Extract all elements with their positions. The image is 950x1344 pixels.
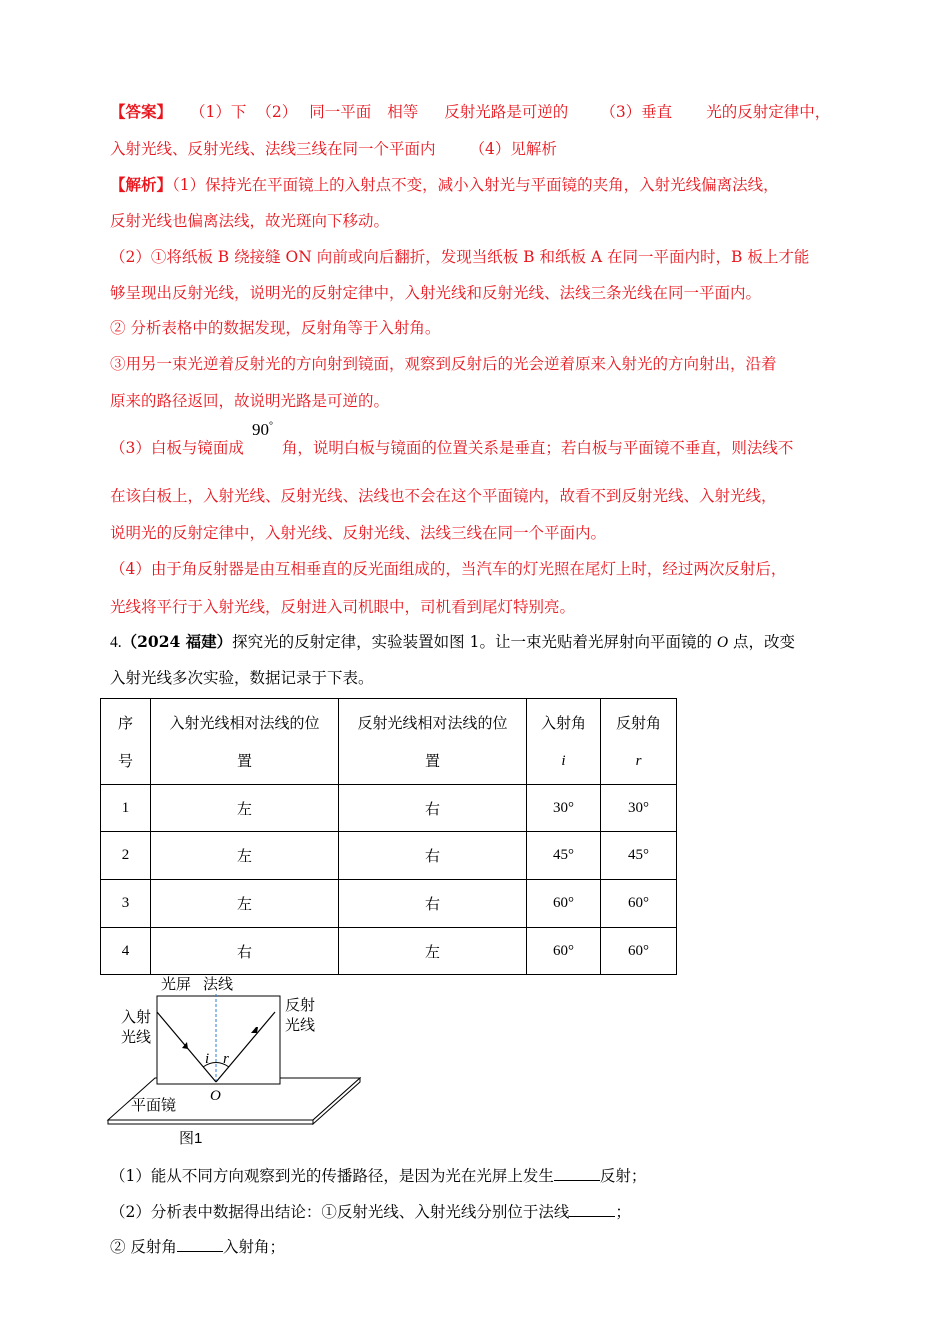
cell-reflect-position: 右 <box>339 785 527 832</box>
table-row <box>101 785 677 832</box>
question-point-o: O <box>716 634 729 651</box>
answer-blank-3[interactable] <box>177 1236 223 1252</box>
answer-blank-1[interactable] <box>554 1165 600 1181</box>
answer-part-4: 相等 <box>387 103 419 121</box>
header-incident-angle <box>527 699 601 785</box>
answer-line2-part-2: （4）见解析 <box>469 140 557 158</box>
subquestion-1 <box>110 1165 646 1186</box>
answer-blank-2[interactable] <box>569 1201 615 1217</box>
label-mirror: 平面镜 <box>131 1097 177 1114</box>
subquestion-1-text-b: 反射； <box>599 1167 647 1185</box>
analysis-line-6: ③用另一束光逆着反射光的方向射到镜面，观察到反射后的光会逆着原来入射光的方向射出，沿着 <box>110 355 777 373</box>
question-source: （2024 福建） <box>121 632 233 651</box>
question-line-1 <box>110 632 795 653</box>
cell-seq: 3 <box>101 880 151 928</box>
cell-reflect-angle: 45° <box>601 832 677 880</box>
subquestion-2-text-b: ； <box>615 1203 631 1221</box>
analysis-line-9: 在该白板上，入射光线、反射光线、法线也不会在这个平面镜内，故看不到反射光线、入射光线， <box>110 487 777 505</box>
question-text-1b: 点，改变 <box>728 633 796 651</box>
analysis-text-1: （1）保持光在平面镜上的入射点不变，减小入射光与平面镜的夹角，入射光线偏离法线， <box>172 176 779 194</box>
light-screen <box>157 996 280 1084</box>
data-table <box>100 698 677 975</box>
header-reflect-angle-symbol: r <box>635 752 642 769</box>
header-reflect-position-line-2: 置 <box>424 751 440 770</box>
cell-seq: 2 <box>101 832 151 880</box>
header-seq <box>101 699 151 785</box>
analysis-line-12: 光线将平行于入射光线，反射进入司机眼中，司机看到尾灯特别亮。 <box>110 598 576 616</box>
analysis-line-1 <box>110 175 779 195</box>
header-incident-position <box>151 699 339 785</box>
header-incident-angle-line-1: 入射角 <box>540 713 586 732</box>
cell-reflect-position: 右 <box>339 880 527 928</box>
table-row <box>101 880 677 928</box>
table-row <box>101 928 677 975</box>
analysis-line-7: 原来的路径返回，故说明光路是可逆的。 <box>110 392 390 410</box>
answer-part-6: （3）垂直 <box>600 103 673 121</box>
subquestion-2 <box>110 1201 631 1222</box>
question-text-1a: 探究光的反射定律，实验装置如图 1。让一束光贴着光屏射向平面镜的 <box>232 633 717 651</box>
cell-seq: 4 <box>101 928 151 975</box>
cell-reflect-angle: 60° <box>601 928 677 975</box>
header-reflect-position <box>339 699 527 785</box>
answer-line2-part-1: 入射光线、反射光线、法线三线在同一个平面内 <box>110 140 436 158</box>
analysis-line-8 <box>110 438 793 458</box>
header-reflect-position-line-1: 反射光线相对法线的位 <box>357 713 508 732</box>
figure-caption: 图1 <box>179 1130 203 1147</box>
table-header-row <box>101 699 677 785</box>
cell-reflect-position: 左 <box>339 928 527 975</box>
answer-part-7: 光的反射定律中， <box>706 103 831 121</box>
analysis-line-11: （4）由于角反射器是由互相垂直的反光面组成的，当汽车的灯光照在尾灯上时，经过两次反射后， <box>110 560 787 578</box>
angle-90-sup: ° <box>269 420 273 432</box>
header-incident-position-line-1: 入射光线相对法线的位 <box>169 713 320 732</box>
subquestion-3-text-a: ② 反射角 <box>110 1238 177 1256</box>
label-incident-2: 光线 <box>121 1029 152 1046</box>
analysis-tag: 【解析】 <box>110 175 173 194</box>
question-line-2: 入射光线多次实验，数据记录于下表。 <box>110 669 374 687</box>
label-incident-1: 入射 <box>121 1009 152 1026</box>
answer-part-3: 同一平面 <box>309 103 372 121</box>
cell-reflect-position: 右 <box>339 832 527 880</box>
analysis-line-3: （2）①将纸板 B 绕接缝 ON 向前或向后翻折，发现当纸板 B 和纸板 A 在同一平面内时，B 板上才能 <box>110 248 810 266</box>
cell-incident-position: 左 <box>151 832 339 880</box>
analysis-line-4: 够呈现出反射光线，说明光的反射定律中，入射光线和反射光线、法线三条光线在同一平面内。 <box>110 284 762 302</box>
cell-incident-angle: 45° <box>527 832 601 880</box>
header-incident-angle-symbol: i <box>561 752 566 769</box>
answer-line-2 <box>110 139 557 159</box>
cell-incident-position: 左 <box>151 785 339 832</box>
label-screen: 光屏 <box>161 976 192 993</box>
analysis-text-8a: （3）白板与镜面成 <box>110 439 244 457</box>
answer-part-5: 反射光路是可逆的 <box>444 103 569 121</box>
cell-incident-angle: 60° <box>527 880 601 928</box>
figure-1-diagram <box>105 972 365 1152</box>
answer-tag: 【答案】 <box>110 102 173 121</box>
label-angle-i: i <box>205 1051 210 1067</box>
cell-incident-position: 右 <box>151 928 339 975</box>
analysis-line-2: 反射光线也偏离法线，故光斑向下移动。 <box>110 212 390 230</box>
cell-seq: 1 <box>101 785 151 832</box>
header-incident-position-line-2: 置 <box>236 751 252 770</box>
header-reflect-angle <box>601 699 677 785</box>
cell-reflect-angle: 30° <box>601 785 677 832</box>
cell-incident-angle: 60° <box>527 928 601 975</box>
label-normal: 法线 <box>203 976 234 993</box>
answer-part-1: （1）下 <box>190 103 247 121</box>
answer-line-1 <box>110 102 830 122</box>
header-seq-line-2: 号 <box>117 751 133 770</box>
subquestion-2-text-a: （2）分析表中数据得出结论：①反射光线、入射光线分别位于法线 <box>110 1203 570 1221</box>
label-point-o: O <box>210 1088 221 1104</box>
analysis-line-10: 说明光的反射定律中，入射光线、反射光线、法线三线在同一个平面内。 <box>110 524 607 542</box>
label-reflect-2: 光线 <box>285 1017 316 1034</box>
label-reflect-1: 反射 <box>285 997 316 1014</box>
subquestion-3 <box>110 1236 285 1257</box>
angle-90-degree <box>252 420 273 440</box>
cell-incident-position: 左 <box>151 880 339 928</box>
cell-reflect-angle: 60° <box>601 880 677 928</box>
angle-90-value: 90 <box>252 420 269 439</box>
header-seq-line-1: 序 <box>117 713 133 732</box>
subquestion-1-text-a: （1）能从不同方向观察到光的传播路径，是因为光在光屏上发生 <box>110 1167 554 1185</box>
answer-part-2: （2） <box>256 103 298 121</box>
mirror-front-face <box>108 1120 313 1124</box>
analysis-line-5: ② 分析表格中的数据发现，反射角等于入射角。 <box>110 319 441 337</box>
table-row <box>101 832 677 880</box>
cell-incident-angle: 30° <box>527 785 601 832</box>
subquestion-3-text-b: 入射角； <box>222 1238 285 1256</box>
label-angle-r: r <box>223 1051 229 1067</box>
question-number: 4. <box>110 634 122 651</box>
header-reflect-angle-line-1: 反射角 <box>615 713 661 732</box>
analysis-text-8b: 角，说明白板与镜面的位置关系是垂直；若白板与平面镜不垂直，则法线不 <box>281 439 794 457</box>
